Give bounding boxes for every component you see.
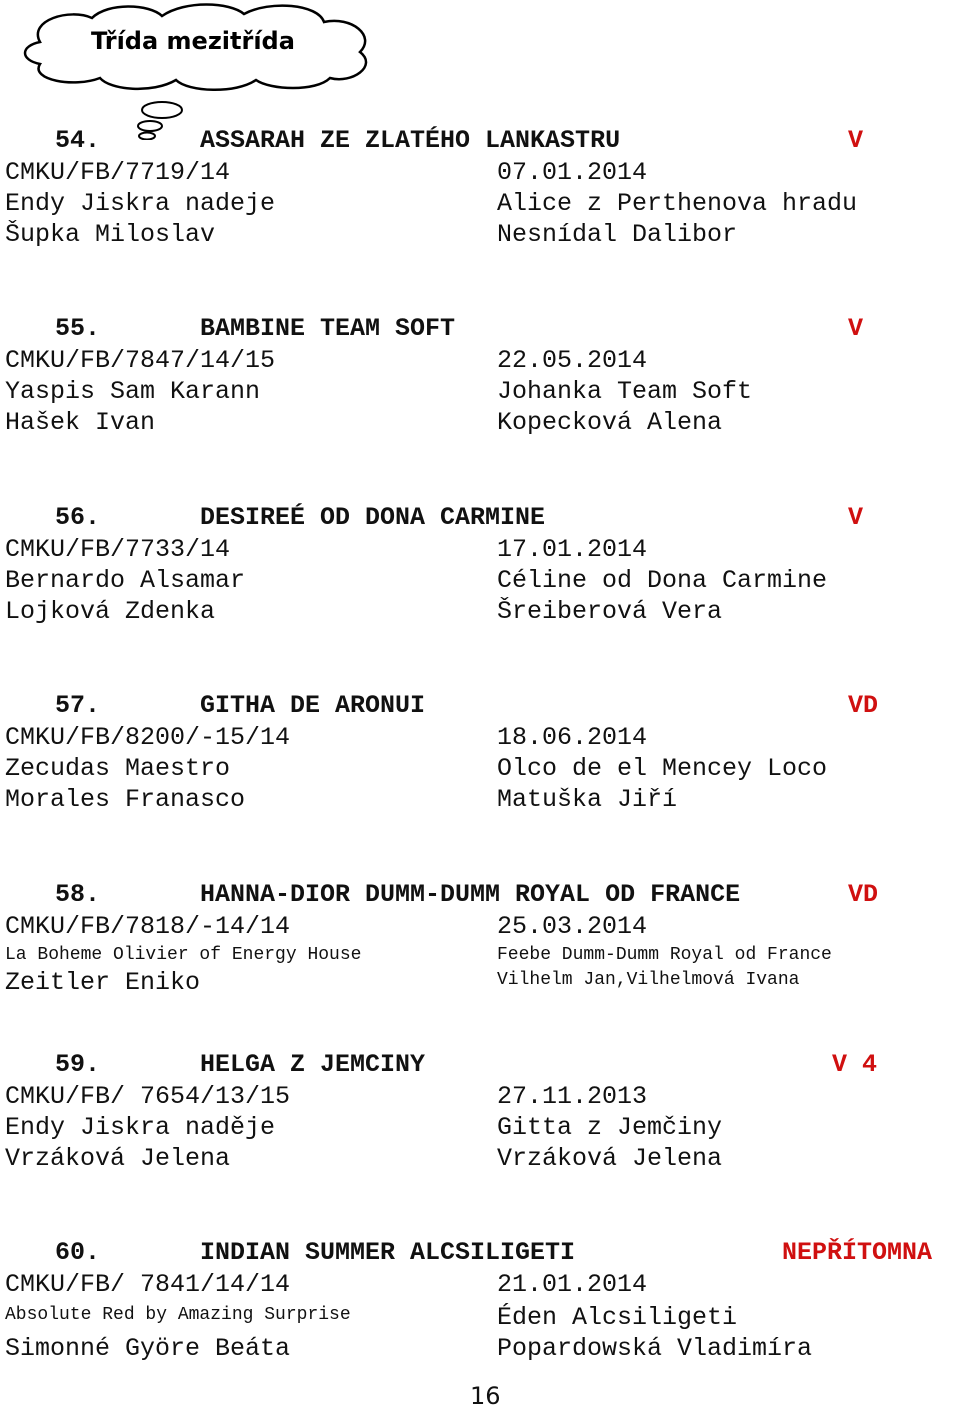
breeder: Vilhelm Jan,Vilhelmová Ivana xyxy=(497,970,800,990)
grade: VD xyxy=(848,880,879,909)
dog-name: BAMBINE TEAM SOFT xyxy=(200,314,456,343)
dog-name: ASSARAH ZE ZLATÉHO LANKASTRU xyxy=(200,126,621,155)
grade: V xyxy=(848,126,864,155)
breeder: Matuška Jiří xyxy=(497,785,678,814)
thought-cloud-shape xyxy=(0,0,380,140)
birth-date: 18.06.2014 xyxy=(497,723,648,752)
registration-number: CMKU/FB/7733/14 xyxy=(5,535,231,564)
owner: Lojková Zdenka xyxy=(5,597,216,626)
registration-number: CMKU/FB/ 7654/13/15 xyxy=(5,1082,291,1111)
birth-date: 21.01.2014 xyxy=(497,1270,648,1299)
sire: Zecudas Maestro xyxy=(5,754,231,783)
sire: Bernardo Alsamar xyxy=(5,566,246,595)
dam: Olco de el Mencey Loco xyxy=(497,754,828,783)
dam: Gitta z Jemčiny xyxy=(497,1113,723,1142)
registration-number: CMKU/FB/7818/-14/14 xyxy=(5,912,291,941)
sire: Endy Jiskra nadeje xyxy=(5,189,276,218)
registration-number: CMKU/FB/7847/14/15 xyxy=(5,346,276,375)
entry-number: 56. xyxy=(55,503,101,532)
entry-number: 55. xyxy=(55,314,101,343)
dog-name: INDIAN SUMMER ALCSILIGETI xyxy=(200,1238,576,1267)
grade: VD xyxy=(848,691,879,720)
dog-name: HANNA-DIOR DUMM-DUMM ROYAL OD FRANCE xyxy=(200,880,741,909)
owner: Zeitler Eniko xyxy=(5,968,201,997)
dam: Feebe Dumm-Dumm Royal od France xyxy=(497,945,832,965)
sire: La Boheme Olivier of Energy House xyxy=(5,945,362,965)
breeder: Kopecková Alena xyxy=(497,408,723,437)
birth-date: 27.11.2013 xyxy=(497,1082,648,1111)
birth-date: 07.01.2014 xyxy=(497,158,648,187)
section-title: Třída mezitřída xyxy=(91,27,295,55)
dam: Alice z Perthenova hradu xyxy=(497,189,858,218)
entry-number: 59. xyxy=(55,1050,101,1079)
owner: Simonné Györe Beáta xyxy=(5,1334,291,1363)
dam: Johanka Team Soft xyxy=(497,377,753,406)
section-title-callout xyxy=(0,0,380,140)
sire: Endy Jiskra naděje xyxy=(5,1113,276,1142)
grade: V 4 xyxy=(832,1050,878,1079)
grade: V xyxy=(848,314,864,343)
breeder: Vrzáková Jelena xyxy=(497,1144,723,1173)
grade: V xyxy=(848,503,864,532)
dam: Éden Alcsiligeti xyxy=(497,1303,738,1332)
grade: NEPŘÍTOMNA xyxy=(782,1238,933,1267)
entry-number: 60. xyxy=(55,1238,101,1267)
page-number: 16 xyxy=(470,1382,501,1410)
owner: Morales Franasco xyxy=(5,785,246,814)
dam: Céline od Dona Carmine xyxy=(497,566,828,595)
dog-name: HELGA Z JEMCINY xyxy=(200,1050,426,1079)
entry-number: 58. xyxy=(55,880,101,909)
birth-date: 22.05.2014 xyxy=(497,346,648,375)
dog-name: DESIREÉ OD DONA CARMINE xyxy=(200,503,546,532)
entry-number: 54. xyxy=(55,126,101,155)
birth-date: 25.03.2014 xyxy=(497,912,648,941)
dog-name: GITHA DE ARONUI xyxy=(200,691,426,720)
registration-number: CMKU/FB/ 7841/14/14 xyxy=(5,1270,291,1299)
registration-number: CMKU/FB/7719/14 xyxy=(5,158,231,187)
sire: Absolute Red by Amazing Surprise xyxy=(5,1305,351,1325)
registration-number: CMKU/FB/8200/-15/14 xyxy=(5,723,291,752)
birth-date: 17.01.2014 xyxy=(497,535,648,564)
breeder: Nesnídal Dalibor xyxy=(497,220,738,249)
breeder: Šreiberová Vera xyxy=(497,597,723,626)
owner: Vrzáková Jelena xyxy=(5,1144,231,1173)
breeder: Popardowská Vladimíra xyxy=(497,1334,813,1363)
owner: Šupka Miloslav xyxy=(5,220,216,249)
sire: Yaspis Sam Karann xyxy=(5,377,261,406)
entry-number: 57. xyxy=(55,691,101,720)
owner: Hašek Ivan xyxy=(5,408,156,437)
